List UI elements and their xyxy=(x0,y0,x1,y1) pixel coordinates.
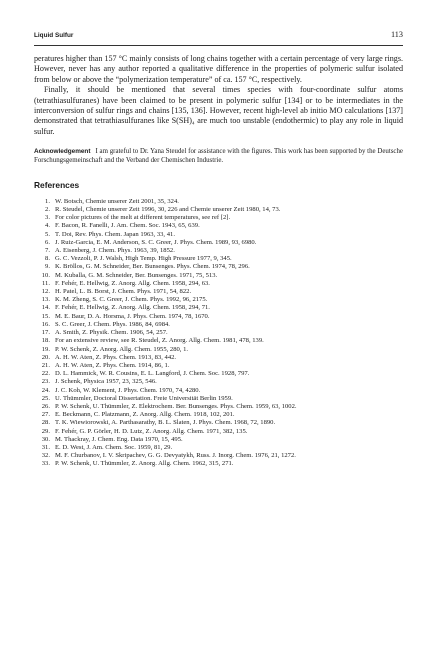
reference-item xyxy=(34,304,403,312)
reference-item xyxy=(34,395,403,403)
reference-number: 32. xyxy=(41,452,50,460)
reference-text: M. Kuballa, G. M. Schneider, Ber. Bunsenges. 1971, 75, 513. xyxy=(55,271,218,279)
reference-text: P. W. Schenk, Z. Anorg. Allg. Chem. 1955, 280, 1. xyxy=(55,345,189,353)
reference-text: J. C. Koh, W. Klement, J. Phys. Chem. 1970, 74, 4280. xyxy=(55,386,201,394)
reference-text: F. Fehér, E. Hellwig, Z. Anorg. Allg. Chem. 1958, 294, 71. xyxy=(55,304,210,312)
reference-number: 1. xyxy=(45,197,50,205)
reference-number: 20. xyxy=(41,353,50,361)
reference-number: 26. xyxy=(41,402,50,410)
reference-number: 27. xyxy=(41,411,50,419)
reference-text: S. C. Greer, J. Chem. Phys. 1986, 84, 6984. xyxy=(55,320,170,328)
reference-item xyxy=(34,321,403,329)
reference-number: 16. xyxy=(41,320,50,328)
reference-item xyxy=(34,255,403,263)
reference-text: P. W. Schenk, U. Thümmler, Z. Elektrochem. Ber. Bunsenges. Phys. Chem. 1959, 63, 1002. xyxy=(55,402,297,410)
reference-item xyxy=(34,214,403,222)
reference-item xyxy=(34,337,403,345)
reference-number: 13. xyxy=(41,296,50,304)
reference-list xyxy=(34,198,403,469)
reference-item xyxy=(34,370,403,378)
reference-number: 4. xyxy=(45,222,50,230)
reference-text: M. E. Baur, D. A. Horsma, J. Phys. Chem. 1974, 78, 1670. xyxy=(55,312,210,320)
reference-text: E. D. West, J. Am. Chem. Soc. 1959, 81, 29. xyxy=(55,443,173,451)
reference-text: For color pictures of the melt at different temperatures, see ref [2]. xyxy=(55,214,231,222)
reference-number: 33. xyxy=(41,460,50,468)
reference-item xyxy=(34,411,403,419)
reference-number: 3. xyxy=(45,214,50,222)
reference-number: 28. xyxy=(41,419,50,427)
reference-text: G. C. Vezzoli, P. J. Walsh, High Temp. High Pressure 1977, 9, 345. xyxy=(55,255,232,263)
reference-number: 11. xyxy=(42,279,50,287)
reference-number: 5. xyxy=(45,230,50,238)
reference-number: 9. xyxy=(45,263,50,271)
reference-text: P. W. Schenk, U. Thümmler, Z. Anorg. Allg. Chem. 1962, 315, 271. xyxy=(55,460,234,468)
reference-item xyxy=(34,329,403,337)
reference-number: 6. xyxy=(45,238,50,246)
reference-number: 21. xyxy=(41,361,50,369)
reference-number: 31. xyxy=(41,443,50,451)
reference-item xyxy=(34,452,403,460)
reference-item xyxy=(34,288,403,296)
reference-text: F. Bacon, R. Fanelli, J. Am. Chem. Soc. 1943, 65, 639. xyxy=(55,222,200,230)
reference-number: 22. xyxy=(41,370,50,378)
reference-item xyxy=(34,362,403,370)
reference-number: 30. xyxy=(41,435,50,443)
references-heading: References xyxy=(34,179,80,190)
reference-item xyxy=(34,239,403,247)
reference-text: F. Fehér, E. Hellwig, Z. Anorg. Allg. Chem. 1958, 294, 63. xyxy=(55,279,210,287)
reference-number: 12. xyxy=(41,288,50,296)
reference-number: 17. xyxy=(41,329,50,337)
reference-item xyxy=(34,263,403,271)
reference-text: A. Eisenberg, J. Chem. Phys. 1963, 39, 1852. xyxy=(55,247,175,255)
running-title: Liquid Sulfur xyxy=(34,32,74,39)
acknowledgement xyxy=(34,148,403,166)
reference-number: 23. xyxy=(41,378,50,386)
reference-text: R. Steudel, Chemie unserer Zeit 1996, 30, 226 and Chemie unserer Zeit 1980, 14, 73. xyxy=(55,206,281,214)
reference-item xyxy=(34,436,403,444)
page-header xyxy=(34,30,403,46)
reference-item xyxy=(34,247,403,255)
reference-text: A. Smith, Z. Physik. Chem. 1906, 54, 257. xyxy=(55,329,168,337)
reference-text: K. Bröllos, G. M. Schneider, Ber. Bunsenges. Phys. Chem. 1974, 78, 296. xyxy=(55,263,250,271)
reference-text: A. H. W. Aten, Z. Phys. Chem. 1914, 86, 1. xyxy=(55,361,170,369)
reference-item xyxy=(34,419,403,427)
body-paragraph: Finally, it should be mentioned that several times species with four-coordinate sulfur atoms (tetrathiasulfuranes) have been claimed to be present in polymeric sulfur [134] or to be intermediates in the interconversion of sulfur rings and chains [135, 136]. However, recent high-level ab initio MO calculations [137] demonstrated that tetrathiasulfuranes like S(SH)₄ are much too unstable (endothermic) to play any role in liquid sulfur. xyxy=(34,85,403,136)
reference-text: K. M. Zheng, S. C. Greer, J. Chem. Phys. 1992, 96, 2175. xyxy=(55,296,208,304)
reference-item xyxy=(34,354,403,362)
reference-text: J. Schenk, Physica 1957, 23, 325, 546. xyxy=(55,378,157,386)
reference-item xyxy=(34,272,403,280)
reference-text: T. Doi, Rev. Phys. Chem. Japan 1963, 33, 41. xyxy=(55,230,175,238)
reference-text: M. F. Churbanov, I. V. Skripachev, G. G. Devyatykh, Russ. J. Inorg. Chem. 1976, 21, 1272. xyxy=(55,452,296,460)
reference-item xyxy=(34,378,403,386)
reference-text: F. Fehér, G. P. Görler, H. D. Lutz, Z. Anorg. Allg. Chem. 1971, 382, 135. xyxy=(55,427,248,435)
reference-number: 29. xyxy=(41,427,50,435)
page-number: 113 xyxy=(391,30,403,39)
acknowledgement-label: Acknowledgement xyxy=(34,148,91,156)
reference-text: M. Thackray, J. Chem. Eng. Data 1970, 15, 495. xyxy=(55,435,183,443)
reference-item xyxy=(34,296,403,304)
reference-item xyxy=(34,428,403,436)
reference-item xyxy=(34,231,403,239)
reference-item xyxy=(34,460,403,468)
reference-text: H. Patel, L. B. Borst, J. Chem. Phys. 1971, 54, 822. xyxy=(55,288,192,296)
reference-text: J. Ruiz-Garcia, E. M. Anderson, S. C. Greer, J. Phys. Chem. 1989, 93, 6980. xyxy=(55,238,257,246)
reference-item xyxy=(34,280,403,288)
reference-text: E. Beckmann, C. Platzmann, Z. Anorg. Allg. Chem. 1918, 102, 201. xyxy=(55,411,235,419)
reference-number: 7. xyxy=(45,247,50,255)
reference-text: U. Thümmler, Doctoral Dissertation. Freie Universität Berlin 1959. xyxy=(55,394,233,402)
reference-text: For an extensive review, see R. Steudel, Z. Anorg. Allg. Chem. 1981, 478, 139. xyxy=(55,337,264,345)
reference-item xyxy=(34,206,403,214)
reference-number: 18. xyxy=(41,337,50,345)
reference-item xyxy=(34,198,403,206)
reference-number: 10. xyxy=(41,271,50,279)
reference-item xyxy=(34,444,403,452)
reference-item xyxy=(34,346,403,354)
body-paragraph: peratures higher than 157 °C mainly consists of long chains together with a certain percentage of very large rings. However, never has any author reported a qualitative difference in the properties of polymeric sulfur isolated from below or above the “polymerization temperature” of ca. 157 °C, respectively. xyxy=(34,54,403,84)
reference-item xyxy=(34,313,403,321)
reference-number: 14. xyxy=(41,304,50,312)
acknowledgement-text: I am grateful to Dr. Yana Steudel for assistance with the figures. This work has been supported by the Deutsche Forschungsgemeinschaft and the Verband der Chemischen Industrie. xyxy=(34,148,403,165)
reference-text: T. K. Wiewiorowski, A. Parthasarathy, B. L. Slaten, J. Phys. Chem. 1968, 72, 1890. xyxy=(55,419,276,427)
reference-number: 24. xyxy=(41,386,50,394)
reference-text: A. H. W. Aten, Z. Phys. Chem. 1913, 83, 442. xyxy=(55,353,177,361)
reference-text: W. Botsch, Chemie unserer Zeit 2001, 35, 324. xyxy=(55,197,179,205)
reference-number: 15. xyxy=(41,312,50,320)
reference-number: 8. xyxy=(45,255,50,263)
reference-text: D. L. Hammick, W. R. Cousins, E. L. Langford, J. Chem. Soc. 1928, 797. xyxy=(55,370,250,378)
reference-number: 25. xyxy=(41,394,50,402)
reference-item xyxy=(34,387,403,395)
reference-number: 2. xyxy=(45,206,50,214)
reference-item xyxy=(34,222,403,230)
reference-number: 19. xyxy=(41,345,50,353)
reference-item xyxy=(34,403,403,411)
